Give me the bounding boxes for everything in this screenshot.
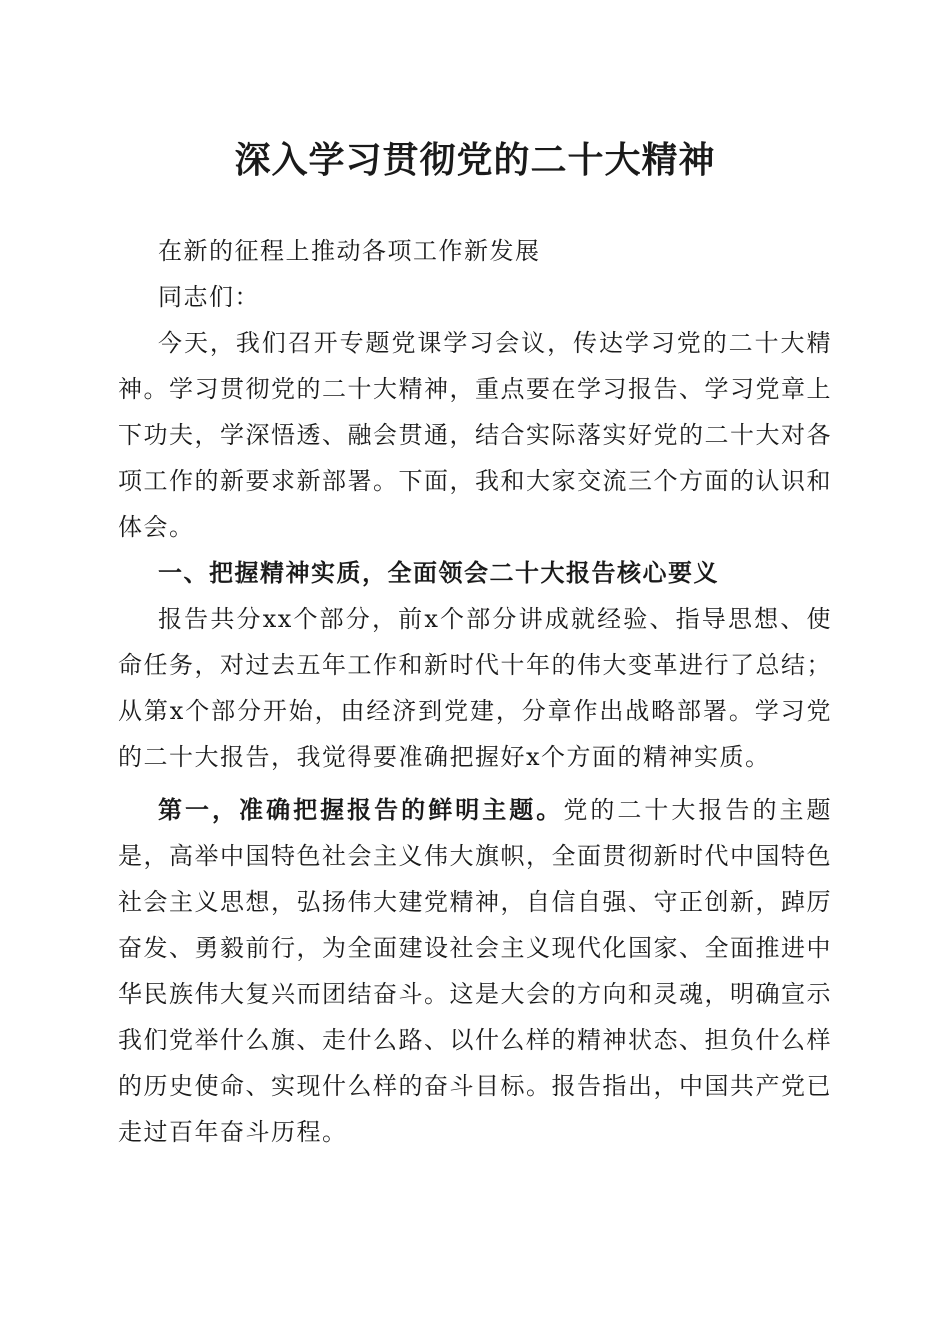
point-1-text: 党的二十大报告的主题是，高举中国特色社会主义伟大旗帜，全面贯彻新时代中国特色社会主义思想，弘扬伟大建党精神，自信自强、守正创新，踔厉奋发、勇毅前行，为全面建设社会主义现代化国家、全面推进中华民族伟大复兴而团结奋斗。这是大会的方向和灵魂，明确宣示我们党举什么旗、走什么路、以什么样的精神状态、担负什么样的历史使命、实现什么样的奋斗目标。报告指出，中国共产党已走过百年奋斗历程。 xyxy=(118,796,832,1146)
section-heading-1: 一、把握精神实质，全面领会二十大报告核心要义 xyxy=(158,559,719,587)
point-1-paragraph xyxy=(118,787,832,1155)
document-body xyxy=(118,228,832,1155)
document-title: 深入学习贯彻党的二十大精神 xyxy=(234,139,716,181)
section-1-paragraph: 报告共分xx个部分，前x个部分讲成就经验、指导思想、使命任务，对过去五年工作和新时代十年的伟大变革进行了总结；从第x个部分开始，由经济到党建，分章作出战略部署。学习党的二十大报告，我觉得要准确把握好x个方面的精神实质。 xyxy=(118,605,832,771)
document-subtitle: 在新的征程上推动各项工作新发展 xyxy=(158,237,541,265)
point-1-lead: 第一，准确把握报告的鲜明主题。 xyxy=(158,795,564,824)
intro-paragraph: 今天，我们召开专题党课学习会议，传达学习党的二十大精神。学习贯彻党的二十大精神，重点要在学习报告、学习党章上下功夫，学深悟透、融会贯通，结合实际落实好党的二十大对各项工作的新要求新部署。下面，我和大家交流三个方面的认识和体会。 xyxy=(118,329,832,541)
salutation: 同志们： xyxy=(158,283,260,311)
